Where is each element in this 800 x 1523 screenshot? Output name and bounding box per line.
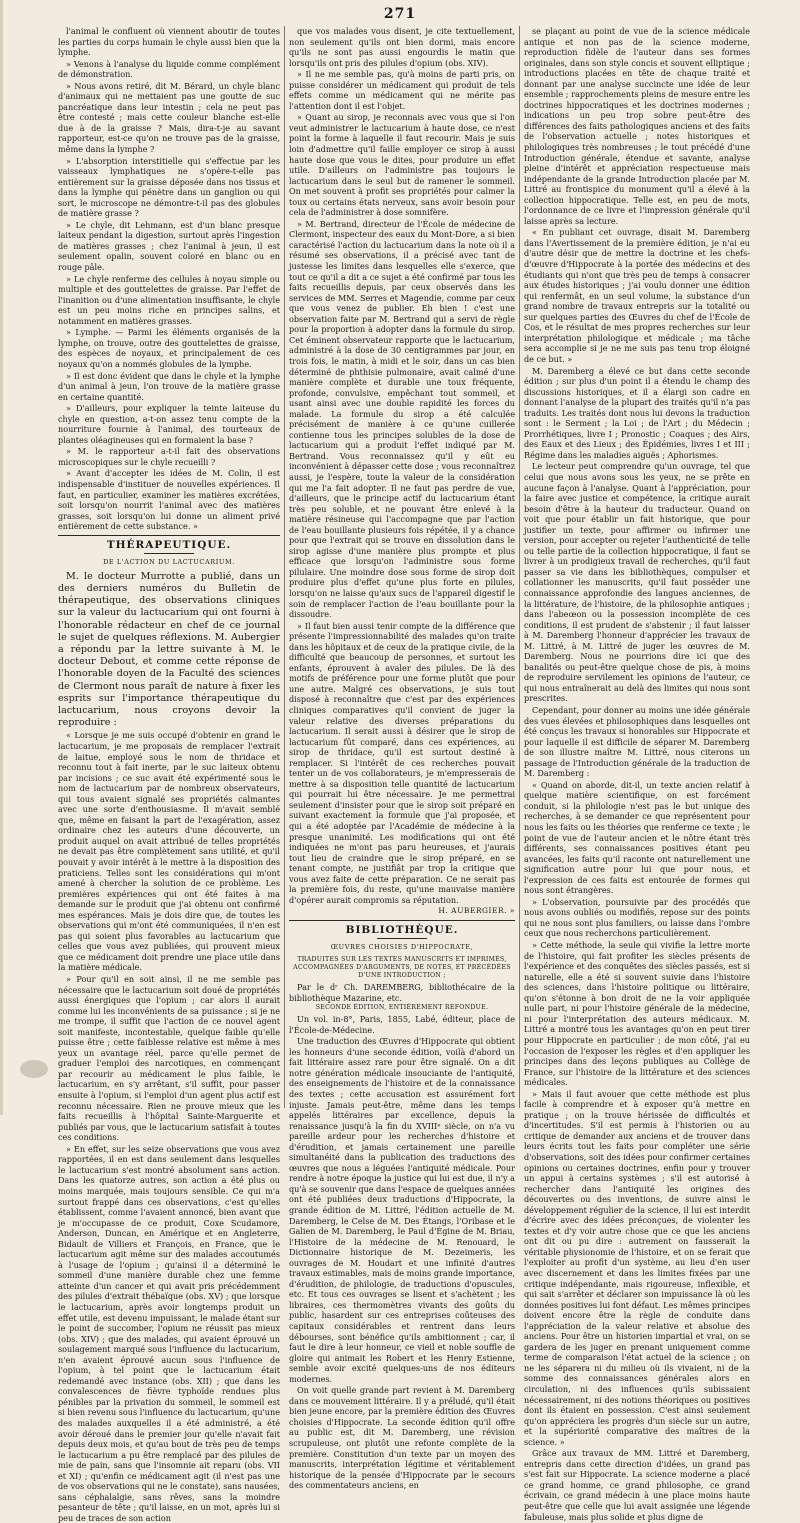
- paragraph: » Le chyle renferme des cellules à noyau simple ou multiple et des gouttelettes de graisse. Par l'effet de l'inanition ou d'une alimentation insuffisante, le chyle est un peu moins riche en principes salins, et notamment en matières grasses.: [58, 273, 280, 326]
- paragraph: « En publiant cet ouvrage, disait M. Daremberg dans l'Avertissement de la première édition, je n'ai eu d'autre désir que de mettre la doctrine et les chefs-d'œuvre d'Hippocrate à la portée des médecins et des étudiants qui n'ont que très peu de temps à consacrer aux études historiques ; j'ai voulu donner une édition qui renfermât, en un seul volume, la substance d'un grand nombre de travaux entrepris sur la totalité ou sur quelques parties des Œuvres du chef de l'École de Cos, et le résultat de mes propres recherches sur leur interprétation philologique et médicale ; ma tâche sera accomplie si je ne me suis pas tenu trop éloigné de ce but. »: [524, 227, 750, 364]
- ink-stain: [20, 1060, 48, 1078]
- paragraph: » Cette méthode, la seule qui vivifie la lettre morte de l'histoire, qui fait profiter les siècles présents de l'expérience et des conquêtes des siècles passés, est si naturelle, elle a été si souvent suivie dans l'histoire des sciences, dans l'histoire politique ou littéraire, qu'on s'étonne à bon droit de ne la voir appliquée nulle part, ni pour l'histoire générale de la médecine, ni pour l'interprétation des auteurs médicaux. M. Littré a montré tous les avantages qu'on en peut tirer pour Hippocrate en particulier ; de mon côté, j'ai eu l'occasion de l'exposer les règles et d'en appliquer les principes dans des leçons publiques au Collège de France, sur l'histoire de la littérature et des sciences médicales.: [524, 940, 750, 1088]
- book-publisher: Un vol. in-8°, Paris, 1855, Labé, éditeur, place de l'École-de-Médecine.: [289, 1014, 515, 1035]
- column-2: [289, 26, 515, 1491]
- book-edition: SECONDE ÉDITION, ENTIÈREMENT REFONDUE.: [315, 1004, 489, 1012]
- column-1: [58, 26, 280, 1523]
- paragraph: que vos malades vous disent, je cite textuellement, non seulement qu'ils ont bien dormi, mais encore qu'ils ne sont pas aussi engourdis le matin que lorsqu'ils ont pris des pilules d'opium (obs. XIV).: [289, 26, 515, 68]
- column-3: [524, 26, 750, 1522]
- section-title: THÉRAPEUTIQUE.: [106, 538, 232, 551]
- paragraph: M. Daremberg a élevé ce but dans cette seconde édition ; sur plus d'un point il a étendu le champ des discussions historiques, et il a élargi son cadre en donnant l'analyse de la plupart des traités qu'il n'a pas traduits. Les traités dont nous lui devons la traduction sont : le Serment ; la Loi ; de l'Art ; du Médecin ; Prorrhétiques, livre I ; Pronostic ; Coaques ; des Airs, des Eaux et des Lieux ; des Épidémies, livres I et III ; Régime dans les maladies aiguës ; Aphorismes.: [524, 365, 750, 460]
- paragraph: se plaçant au point de vue de la science médicale antique et non pas de la science moderne, reproduction fidèle de l'auteur dans ses formes originales, dans son style concis et souvent elliptique ; introductions placées en tête de chaque traité et donnant par une analyse succincte une idée de leur ensemble ; rapprochements pleins de mesure entre les doctrines hippocratiques et les doctrines modernes ; indications un peu trop sobre peut-être des différences des faits pathologiques anciens et des faits de l'observation actuelle ; notes historiques et philologiques très nombreuses ; le tout précédé d'une Introduction générale, étendue et savante, analyse pleine d'intérêt et appréciation respectueuse mais indépendante de la grande Introduction placée par M. Littré au frontispice du monument qu'il a élevé à la collection hippocratique. Telle est, en peu de mots, l'ordonnance de ce livre et l'impression générale qu'il laisse après sa lecture.: [524, 26, 750, 226]
- paragraph: » Quant au sirop, je reconnais avec vous que si l'on veut administrer le lactucarium à haute dose, ce n'est point la forme à laquelle il faut recourir. Mais je suis loin d'admettre qu'il faille employer ce sirop à aussi haute dose que vous le dites, pour produire un effet utile. D'ailleurs on l'administre pas toujours le lactucarium dans le seul but de ramener le sommeil. On met souvent à profit ses propriétés pour calmer la toux ou certains états nerveux, sans avoir besoin pour cela de l'administrer à dose somnifère.: [289, 112, 515, 218]
- paragraph: » Le chyle, dit Lehmann, est d'un blanc presque laiteux pendant la digestion, surtout après l'ingestion de matières grasses ; chez l'animal à jeun, il est seulement opalin, souvent coloré en blanc ou en rouge pâle.: [58, 219, 280, 273]
- column-rule: [284, 26, 285, 1108]
- paragraph: » L'absorption interstitielle qui s'effectue par les vaisseaux lymphatiques ne s'opère-t-elle pas entièrement sur la graisse déposée dans nos tissus et dans la lymphe qui pénètre dans un ganglion ou qui sort, le microscope ne démontre-t-il pas des globules de matière grasse ?: [58, 155, 280, 219]
- paragraph: Grâce aux travaux de MM. Littré et Daremberg, entrepris dans cette direction d'idées, un grand pas s'est fait sur Hippocrate. La science moderne a placé ce grand homme, ce grand philosophe, ce grand écrivain, ce grand médecin à une place moins haute peut-être que celle que lui avait assignée une légende fabuleuse, mais plus solide et plus digne de: [524, 1448, 750, 1522]
- paragraph: « Lorsque je me suis occupé d'obtenir en grand le lactucarium, je me proposais de remplacer l'extrait de laitue, employé sous le nom de thridace et reconnu tout à fait inerte, par le suc laiteux obtenu par incisions ; ce suc avait été expérimenté sous le nom de lactucarium par de nombreux observateurs, qui tous avaient signalé ses propriétés calmantes avec une sorte d'enthousiasme. Il m'avait semblé que, même en faisant la part de l'exagération, assez ordinaire chez les auteurs d'une découverte, un produit auquel on avait attribué de telles propriétés ne devait pas être complètement sans utilité, et qu'il pouvait y avoir intérêt à le mettre à la disposition des praticiens. Telles sont les considérations qui m'ont amené à chercher la solution de ce problème. Les premières expériences qui ont été faites à ma demande sur le produit que j'ai obtenu ont confirmé mes espérances. Mais je dois dire que, de toutes les observations qui m'ont été communiquées, il n'en est pas qui soient plus favorables au lactucarium que celles que vous avez publiées, qui prouvent mieux que ce médicament doit prendre une place utile dans la matière médicale.: [58, 730, 280, 973]
- paragraph: » Pour qu'il en soit ainsi, il ne me semble pas nécessaire que le lactucarium soit doué de propriétés aussi énergiques que l'opium ; car alors il aurait comme lui les inconvénients de sa puissance ; si je ne me trompe, il suffit que l'action de ce nouvel agent soit manifeste, incontestable, quelque faible qu'elle puisse être ; cette faiblesse relative est même à mes yeux un avantage réel, parce qu'elle permet de graduer l'emploi des narcotiques, en commençant par recourir au médicament le plus faible, le lactucarium, en s'y arrêtant, s'il suffit, pour passer ensuite à l'opium, si l'emploi d'un agent plus actif est reconnu nécessaire. Rien ne prouve mieux que les faits recueillis à l'hôpital Sainte-Marguerite et publiés par vous, que le lactucarium satisfait à toutes ces conditions.: [58, 974, 280, 1143]
- section-title: BIBLIOTHÈQUE.: [345, 923, 459, 936]
- paragraph: Cependant, pour donner au moins une idée générale des vues élevées et philosophiques dans lesquelles ont été conçus les travaux si honorables sur Hippocrate et pour laquelle il est difficile de séparer M. Daremberg de son illustre maître M. Littré, nous citerons un passage de l'Introduction générale de la traduction de M. Daremberg :: [524, 705, 750, 779]
- signature: H. AUBERGIER. »: [438, 906, 515, 916]
- page-edge-left: [0, 0, 3, 1115]
- section-rule: [289, 920, 515, 921]
- paragraph: » Lymphe. — Parmi les éléments organisés de la lymphe, on trouve, outre des gouttelettes de graisse, des espèces de noyaux, et principalement de ces noyaux qu'on a nommés globules de la lymphe.: [58, 327, 280, 369]
- column-rule: [519, 26, 520, 1108]
- paragraph: » Venons à l'analyse du liquide comme complément de démonstration.: [58, 58, 280, 80]
- title-rule: [377, 938, 427, 939]
- paragraph: » D'ailleurs, pour expliquer la teinte laiteuse du chyle en question, a-t-on assez tenu compte de la nourriture fournie à l'animal, des tourteaux de plantes oléagineuses qui en formaient la base ?: [58, 403, 280, 445]
- paragraph: » Nous avons retiré, dit M. Bérard, un chyle blanc d'animaux qui ne mettaient pas une goutte de suc pancréatique dans leur intestin ; cela ne peut pas être contesté ; mais cette couleur blanche est-elle due à de la graisse ? Mais, dira-t-je au savant rapporteur, est-ce qu'on ne trouve pas de la graisse, même dans la lymphe ?: [58, 80, 280, 155]
- paragraph: » M. le rapporteur a-t-il fait des observations microscopiques sur le chyle recueilli ?: [58, 446, 280, 467]
- paragraph: l'animal le confluent où viennent aboutir de toutes les parties du corps humain le chyle aussi bien que la lymphe.: [58, 26, 280, 58]
- paragraph: » En effet, sur les seize observations que vous avez rapportées, il en est dans seulement dans lesquelles le lactucarium s'est montré absolument sans action. Dans les quatorze autres, son action a été plus ou moins marquée, mais toujours sensible. Ce qui m'a surtout frappé dans ces observations, c'est qu'elles établissent, comme l'avaient annoncé, bien avant que je m'occupasse de ce produit, Coxe Scudamore, Anderson, Duncan, en Amérique et en Angleterre, Bidault de Villiers et François, en France, que le lactucarium agit même sur des malades accoutumés à l'usage de l'opium ; qu'ainsi il a déterminé le sommeil d'une manière durable chez une femme atteinte d'un cancer et qui avait pris précédemment des pilules d'extrait thébaïque (obs. XV) ; que lorsque le lactucarium, après avoir longtemps produit un effet utile, est devenu impuissant, le malade étant sur le point de succomber, l'opium ne réussit pas mieux (obs. XIV) ; que des malades, qui avaient éprouvé un soulagement marqué sous l'influence du lactucarium, n'en avaient éprouvé aucun sous l'influence de l'opium, à tel point que le lactucarium était redemandé avec instance (obs. XII) ; que dans les convalescences de fièvre typhoïde rendues plus pénibles par la privation du sommeil, le sommeil est si bien revenu sous l'influence du lactucarium, qu'une des malades auxquelles il a été administré, a été avoir déroué dans le premier jour qu'elle n'avait fait depuis deux mois, et qu'au bout de très peu de temps le lactucarium a pu être remplacé par des pilules de mie de pain, sans que l'insomnie ait reparu (obs. VII et XI) ; qu'enfin ce médicament agit (il n'est pas une de vos observations qui ne le constate), sans nausées, sans céphalalgie, sans rêves, sans la moindre pesanteur de tête ; qu'il laisse, en un mot, après lui si peu de traces de son action: [58, 1143, 280, 1523]
- section-rule: [58, 535, 280, 536]
- section-subtitle: DE L'ACTION DU LACTUCARIUM.: [103, 558, 235, 567]
- title-rule: [144, 553, 194, 554]
- paragraph: » Il faut bien aussi tenir compte de la différence que présente l'impressionnabilité des malades qu'on traite dans les hôpitaux et de ceux de la pratique civile, de la difficulté que beaucoup de personnes, et surtout les enfants, éprouvent à avaler des pilules. De là des motifs de préférence pour une forme plutôt que pour une autre. Malgré ces observations, je suis tout disposé à reconnaître que c'est par des expériences cliniques comparatives qu'il convient de juger la valeur relative des diverses préparations du lactucarium. Il serait aussi à désirer que le sirop de lactucarium fût comparé, dans ces expériences, au sirop de thridace, qu'il est surtout destiné à remplacer. Si l'intérêt de ces recherches pouvait tenter un de vos collaborateurs, je m'empresserais de mettre à sa disposition telle quantité de lactucarium qui pourrait lui être nécessaire. Je me permettrai seulement d'insister pour que le sirop soit préparé en suivant exactement la formule que j'ai proposée, et qui a été adoptée par l'Académie de médecine à la presque unanimité. Les modifications qui ont été indiquées ne m'ont pas paru heureuses, et j'aurais tout lieu de craindre que le sirop préparé, en se tenant compte, ne justifiât par trop la critique que vous avez faite de cette préparation. Ce ne serait pas la première fois, du reste, qu'une mauvaise manière d'opérer aurait compromis sa réputation.: [289, 620, 515, 905]
- book-author: Par le dʳ Ch. DAREMBERG, bibliothécaire de la bibliothèque Mazarine, etc.: [289, 982, 515, 1003]
- paragraph: » Avant d'accepter les idées de M. Colin, il est indispensable d'instituer de nouvelles expériences. Il faut, en particulier, examiner les matières excrétées, soit lorsqu'on nourrit l'animal avec des matières grasses, soit lorsqu'on lui donne un aliment privé entièrement de cette substance. »: [58, 468, 280, 532]
- paragraph: » Il ne me semble pas, qu'à moins de parti pris, on puisse considérer un médicament qui produit de tels effets comme un médicament qui ne mérite pas l'attention dont il est l'objet.: [289, 69, 515, 111]
- paragraph: » Il est donc évident que dans le chyle et la lymphe d'un animal à jeun, l'on trouve de la matière grasse en certaine quantité.: [58, 370, 280, 402]
- paragraph: Une traduction des Œuvres d'Hippocrate qui obtient les honneurs d'une seconde édition, voilà d'abord un fait littéraire assez rare pour être signalé. On a dit notre génération médicale insouciante de l'antiquité, des enseignements de l'histoire et de la connaissance des textes ; cette accusation est assurément fort injuste. Jamais peut-être, même dans les temps appelés littéraires par excellence, depuis la renaissance jusqu'à la fin du XVIIIᵉ siècle, on n'a vu pareille ardeur pour les recherches d'histoire et d'érudition, et jamais certainement une pareille simultanéité dans la publication des traductions des œuvres que nous a léguées l'antiquité médicale. Pour rendre à notre époque la justice qui lui est due, il n'y a qu'à se souvenir que dans l'espace de quelques années ont été publiées deux traductions d'Hippocrate, la grande édition de M. Littré, l'édition actuelle de M. Daremberg, le Celse de M. Des Étangs, l'Oribase et le Galien de M. Daremberg, le Paul d'Égine de M. Briau, l'Histoire de la médecine de M. Renouard, le Dictionnaire historique de M. Dezeimeris, les ouvrages de M. Houdart et une infinité d'autres travaux estimables, mais de moins grande importance, d'érudition, de philologie, de traductions d'opuscules, etc. Et tous ces ouvrages se lisent et s'achètent ; les libraires, ces thermomètres vivants des goûts du public, hasardent sur ces entreprises coûteuses des capitaux considérables et rentrent dans leurs débourses, sont bénéfice qu'ils ambitionnent ; car, il faut le dire à leur honneur, ce vieil et noble souffle de gloire qui animait les Robert et les Henry Estienne, semble avoir excité quelques-uns de nos éditeurs modernes.: [289, 1036, 515, 1384]
- paragraph: M. le docteur Murrotte a publié, dans un des derniers numéros du Bulletin de thérapeutique, des observations cliniques sur la valeur du lactucarium qui ont fourni à l'honorable rédacteur en chef de ce journal le sujet de quelques réflexions. M. Aubergier a répondu par la lettre suivante à M. le docteur Debout, et comme cette réponse de l'honorable doyen de la Faculté des sciences de Clermont nous paraît de nature à fixer les esprits sur l'importance thérapeutique du lactucarium, nous croyons devoir la reproduire :: [58, 570, 280, 729]
- paragraph: « Quand on aborde, dit-il, un texte ancien relatif à quelque matière scientifique, on est forcément conduit, si la philologie n'est pas le but unique des recherches, à se demander ce que représentent pour nous les faits ou les théories que renferme ce texte ; le point de vue de l'auteur ancien et le nôtre étant très différents, ses connaissances positives étant peu avancées, les faits qu'il raconte ont naturellement une signification autre pour lui que pour nous, et l'expression de ces faits est entourée de formes qui nous sont étrangères.: [524, 779, 750, 896]
- book-subtitle: TRADUITES SUR LES TEXTES MANUSCRITS ET IMPRIMÉS, ACCOMPAGNÉES D'ARGUMENTS, DE NOTES, ET PRÉCÉDÉES D'UNE INTRODUCTION ;: [293, 956, 511, 980]
- paragraph: » L'observation, poursuivie par des procédés que nous avons oubliés ou modifiés, repose sur des points qui ne nous sont plus familiers, ou laisse dans l'ombre ceux que nous recherchons particulièrement.: [524, 896, 750, 939]
- paragraph: » M. Bertrand, directeur de l'École de médecine de Clermont, inspecteur des eaux du Mont-Dore, a si bien caractérisé l'action du lactucarium dans la note où il a résumé ses observations, il a précisé avec tant de justesse les limites dans lesquelles elle s'exerce, que tout ce qu'il a dit a ce sujet a été confirmé par tous les faits recueillis depuis, par ceux observés dans les services de MM. Serres et Magendie, comme par ceux que vous venez de publier. Eh bien ! c'est une observation faite par M. Bertrand qui a servi de règle pour la proportion à adopter dans la formule du sirop. Cet éminent observateur rapporte que le lactucarium, administré à la dose de 30 centigrammes par jour, en trois fois, le matin, à midi et le soir, dans un cas bien déterminé de phthisie pulmonaire, avait calmé d'une manière complète et durable une toux fréquente, profonde, convulsive, empêchant tout sommeil, et usant ainsi avec une double rapidité les forces du malade. La formule du sirop a été calculée précisément de manière à ce qu'une cuillerée contienne tous les principes solubles de la dose de lactucarium qui a produit l'effet indiqué par M. Bertrand. Vous reconnaissez qu'il y eût eu inconvénient à dépasser cette dose ; vous reconnaîtrez aussi, je l'espère, toute la valeur de la considération qui me l'a fait adopter. Il ne faut pas perdre de vue, d'ailleurs, que le principe actif du lactucarium étant très peu soluble, et ne pouvant être enlevé à la matière résineuse qui l'accompagne que par l'action de l'eau bouillante plusieurs fois répétée, il y a chance pour que l'extrait qui se trouve en dissolution dans le sirop agisse d'une manière plus prompte et plus efficace que lorsqu'on l'administre sous forme pilulaire. Une moindre dose sous forme de sirop doit produire plus d'effet qu'une plus forte en pilules, lorsqu'on ne laisse qu'aux sucs de l'appareil digestif le soin de remplacer l'action de l'eau bouillante pour la dissoudre.: [289, 218, 515, 620]
- page-number: 271: [383, 6, 417, 22]
- paragraph: On voit quelle grande part revient à M. Daremberg dans ce mouvement littéraire. Il y a préludé, qu'il était bien jeune encore, par la première édition des Œuvres choisies d'Hippocrate. La seconde édition qu'il offre au public est, dit M. Daremberg, une révision scrupuleuse, ont plutôt une refonte complète de la première. Constitution d'un texte par un moyen des manuscrits, interprétation légitime et véritablement historique de la pensée d'Hippocrate par le secours des commentateurs anciens, en: [289, 1385, 515, 1491]
- paragraph: » Mais il faut avouer que cette méthode est plus facile à comprendre et à exposer qu'à mettre en pratique ; on la trouve hérissée de difficultés et d'incertitudes. S'il est permis à l'historien ou au critique de demander aux anciens et de trouver dans leurs écrits tout les faits pour compléter une série d'observations, soit des idées pour confirmer certaines opinions ou certaines doctrines, enfin pour y trouver un appui à certains systèmes ; s'il est autorisé à rechercher dans l'antiquité les origines des découvertes ou des inventions, de suivre ainsi le développement régulier de la science, il lui est interdit d'écrire avec des idées préconçues, de violenter les textes et d'y voir autre chose que ce que les anciens ont dit ou pu dire : autrement on fausserait la véritable physionomie de l'histoire, et on se ferait que l'exploiter au profit d'un système, au lieu d'en user avec discernement et dans les limites fixées par une critique indépendante, mais rigoureuse, inflexible, et qui sait s'arrêter et déclarer son impuissance là où les données positives lui font défaut. Les mêmes principes doivent encore être la règle de conduite dans l'appréciation de la valeur relative et absolue des anciens. Pour être un historien impartial et vrai, on se gardera de les juger en prenant uniquement comme terme de comparaison l'état actuel de la science ; on ne les séparera ni du milieu où ils vivaient, ni de la somme des connaissances générales alors en circulation, ni des influences qu'ils subissaient nécessairement, ni des notions théoriques ou positives dont ils étaient en possession. C'est ainsi seulement qu'on appréciera les progrès d'un siècle sur un autre, et la supériorité comparative des maîtres de la science. »: [524, 1088, 750, 1447]
- paragraph: Le lecteur peut comprendre qu'un ouvrage, tel que celui que nous avons sous les yeux, ne se prête en aucune façon à l'analyse. Quant à l'appréciation, pour la faire avec justice et compétence, la critique aurait besoin d'être à la hauteur du traducteur. Quand on voit que pour établir un fait historique, que pour justifier un texte, pour affirmer ou infirmer une version, pour accepter ou rejeter l'authenticité de telle ou telle partie de la collection hippocratique, il faut se livrer à un prodigieux travail de recherches, qu'il faut passer sa vie dans les bibliothèques, compulser et collationner les manuscrits, qu'il faut posséder une connaissance approfondie des langues anciennes, de la littérature, de l'histoire, de la philosophie antiques ; dans l'abeœon ou la possession incomplète de ces conditions, il est prudent de s'abstenir ; il faut laisser à M. Daremberg l'honneur d'apprécier les travaux de M. Littré, à M. Littré de juger les œuvres de M. Daremberg. Nous ne pourrions dire ici que des banalités ou peut-être quelque chose de pis, à moins de reproduire servilement les opinions de l'auteur, ce qui nous entraînerait au delà des limites qui nous sont prescrites.: [524, 461, 750, 704]
- book-title: ŒUVRES CHOISIES D'HIPPOCRATE,: [330, 943, 474, 952]
